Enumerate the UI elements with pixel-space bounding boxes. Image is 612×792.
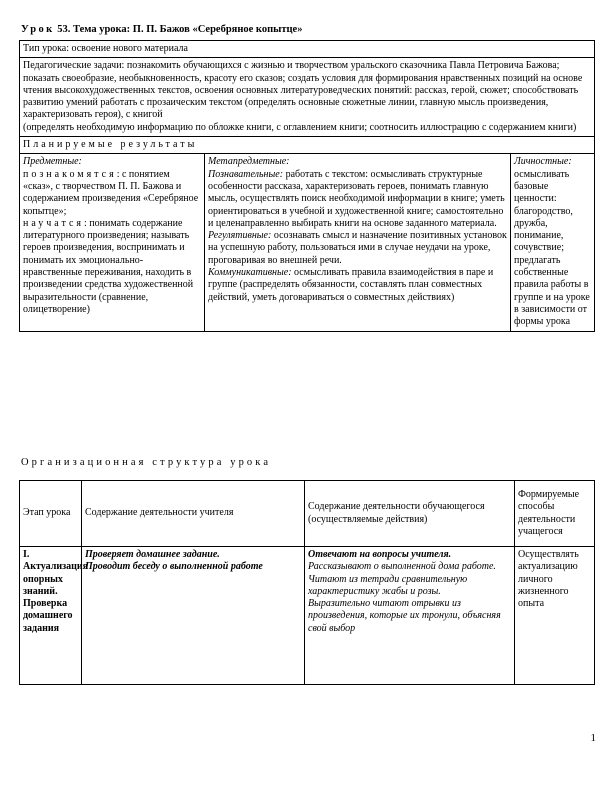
student-activity-2: Рассказывают о выполненной дома работе. <box>308 561 496 573</box>
header-student: Содержание деятельности обучающегося (осуществляемые действия) <box>305 481 515 547</box>
know-keyword: познакомятся <box>23 168 117 180</box>
personal-results-heading: Личностные: <box>514 156 572 168</box>
meta-regulative <box>208 230 507 267</box>
learn-keyword: научатся <box>23 217 85 229</box>
student-activity-1: Отвечают на вопросы учителя. <box>308 549 452 560</box>
lesson-info-table <box>19 40 595 332</box>
header-stage: Этап урока <box>20 481 82 547</box>
know-text: : с понятием «сказ», с творчеством П. П. Бажова и содержанием произведения «Серебряное копытце»; <box>23 168 199 217</box>
teacher-activity-2: Проводит беседу о выполненной работе <box>85 561 263 573</box>
lesson-title <box>21 24 591 36</box>
pedagogical-tasks-text-2: (определять необходимую информацию по обложке книги, с оглавлением книги; соотносить иллюстрацию с содержанием книги) <box>23 121 577 133</box>
meta-communicative <box>208 267 507 304</box>
header-teacher: Содержание деятельности учителя <box>82 481 305 547</box>
meta-cognitive <box>208 169 507 230</box>
cognitive-text: работать с текстом: осмысливать структурные особенности рассказа, характеризовать героев, понимать главную мысль, осуществлять поиск необходимой информации в книге; уметь ориентироваться в учебной и художественной книге; самостоятельно и целенаправленно выбирать книги на основе заданного материала. <box>208 168 505 229</box>
student-activity-4: Выразительно читают отрывки из произведения, которые их тронули, объясняя свой выбор <box>308 598 501 634</box>
stage-cell: I. Актуализация опорных знаний. Проверка домашнего задания <box>20 547 82 685</box>
personal-results-cell <box>511 154 595 331</box>
regulative-text: осознавать смысл и назначение позитивных установок на успешную работу, пользоваться ими в случае неудачи на уроке, проговаривая во внешней речи. <box>208 230 507 266</box>
regulative-label: Регулятивные: <box>208 230 272 242</box>
skills-cell: Осуществлять актуализацию личного жизненного опыта <box>515 547 595 685</box>
meta-results-cell <box>205 154 511 331</box>
page-number: 1 <box>590 732 596 744</box>
subject-results-heading: Предметные: <box>23 156 82 168</box>
teacher-activity-1: Проверяет домашнее задание. <box>85 549 220 560</box>
subject-results-know <box>23 169 201 218</box>
planned-results-heading: Планируемые результаты <box>20 137 595 154</box>
student-activity-cell <box>305 547 515 685</box>
lesson-type-cell: Тип урока: освоение нового материала <box>20 41 595 58</box>
student-activity-3: Читают из тетради сравнительную характеристику жабы и розы. <box>308 573 468 597</box>
header-skills: Формируемые способы деятельности учащегося <box>515 481 595 547</box>
teacher-activity-cell <box>82 547 305 685</box>
pedagogical-tasks-text: Педагогические задачи: познакомить обучающихся с жизнью и творчеством уральского сказочника Павла Петровича Бажова; показать своеобразие, необыкновенность, красоту его сказов; создать условия для формирования нравственных позиций на основе чтения высокохудожественных текстов, освоения основных литературоведческих понятий: рассказ, герой, сюжет; способствовать развитию умений работать с прозаическим текстом (определять основные сюжетные линии, главную мысль произведения, характеризовать героя), с книгой <box>23 60 583 121</box>
communicative-text: осмысливать правила взаимодействия в паре и группе (распределять обязанности, составлять план совместных действий, уметь договариваться о совместных действиях) <box>208 267 494 303</box>
meta-results-heading: Метапредметные: <box>208 156 290 168</box>
subject-results-learn <box>23 218 201 316</box>
subject-results-cell <box>20 154 205 331</box>
structure-heading: Организационная структура урока <box>21 457 272 468</box>
lesson-title-word: Урок <box>21 24 55 35</box>
cognitive-label: Познавательные: <box>208 168 284 180</box>
pedagogical-tasks-cell <box>20 58 595 137</box>
personal-results-text: осмысливать базовые ценности: благородство, дружба, понимание, сочувствие; предлагать собственные правила работы в группе и на уроке в зависимости от формы урока <box>514 168 590 328</box>
learn-text: : понимать содержание литературного произведения; называть героев произведения, воспринимать и понимать их эмоционально-нравственные переживания, находить в произведении средства художественной выразительности (сравнение, олицетворение) <box>23 217 194 315</box>
communicative-label: Коммуникативные: <box>208 267 292 279</box>
lesson-structure-table <box>19 480 595 685</box>
lesson-title-text: 53. Тема урока: П. П. Бажов «Серебряное копытце» <box>57 24 303 35</box>
